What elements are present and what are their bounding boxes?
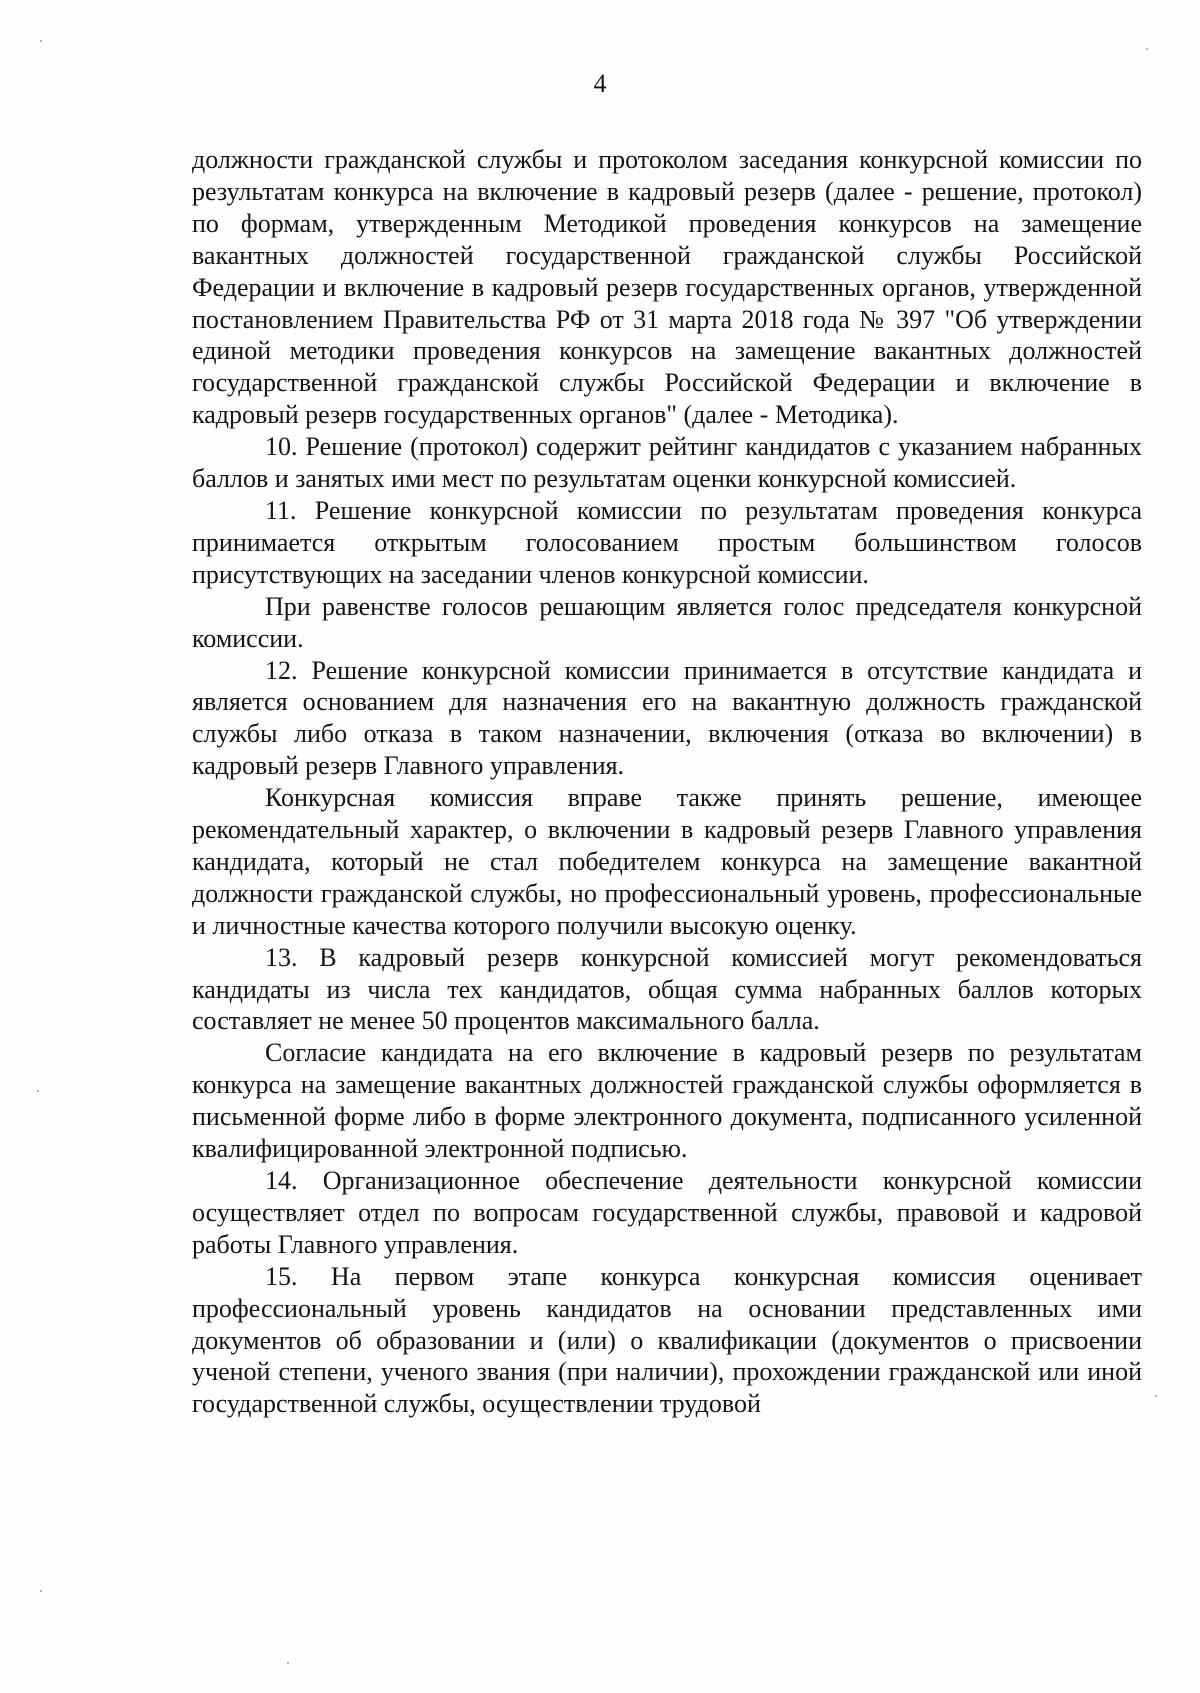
paragraph-item-13-consent: Согласие кандидата на его включение в кадровый резерв по результатам конкурса на замещение вакантных должностей гражданской службы оформляется в письменной форме либо в форме электронного документа, подписанного усиленной квалифицированной электронной подписью. (192, 1038, 1142, 1164)
scan-speck (1146, 48, 1148, 50)
paragraph-item-12-recommendation: Конкурсная комиссия вправе также принять решение, имеющее рекомендательный характер, о включении в кадровый резерв Главного управления кандидата, который не стал победителем конкурса на замещение вакантной должности гражданской службы, но профессиональный уровень, профессиональные и личностные качества которого получили высокую оценку. (192, 783, 1142, 940)
paragraph-continuation: должности гражданской службы и протоколом заседания конкурсной комиссии по результатам конкурса на включение в кадровый резерв (далее - решение, протокол) по формам, утвержденным Методикой проведения конкурсов на замещение вакантных должностей государственной гражданской службы Российской Федерации и включение в кадровый резерв государственных органов, утвержденной постановлением Правительства РФ от 31 марта 2018 года № 397 "Об утверждении единой методики проведения конкурсов на замещение вакантных должностей государственной гражданской службы Российской Федерации и включение в кадровый резерв государственных органов" (далее - Методика). (192, 145, 1142, 430)
paragraph-item-14: 14. Организационное обеспечение деятельности конкурсной комиссии осуществляет отдел по вопросам государственной службы, правовой и кадровой работы Главного управления. (192, 1166, 1142, 1259)
paragraph-item-12: 12. Решение конкурсной комиссии принимается в отсутствие кандидата и является основанием для назначения его на вакантную должность гражданской службы либо отказа в таком назначении, включения (отказа во включении) в кадровый резерв Главного управления. (192, 655, 1142, 781)
scan-speck (287, 1662, 289, 1664)
scan-speck (1155, 1395, 1157, 1397)
scan-speck (37, 1090, 39, 1092)
paragraph-item-15: 15. На первом этапе конкурса конкурсная комиссия оценивает профессиональный уровень кандидатов на основании представленных ими документов об образовании и (или) о квалификации (документов о присвоении ученой степени, ученого звания (при наличии), прохождении гражданской или иной государственной службы, осуществлении трудовой (192, 1261, 1142, 1419)
scan-speck (40, 1590, 42, 1592)
paragraph-item-13: 13. В кадровый резерв конкурсной комиссией могут рекомендоваться кандидаты из числа тех кандидатов, общая сумма набранных баллов которых составляет не менее 50 процентов максимального балла. (192, 942, 1142, 1036)
paragraph-item-10: 10. Решение (протокол) содержит рейтинг кандидатов с указанием набранных баллов и занятых ими мест по результатам оценки конкурсной комиссией. (192, 432, 1142, 494)
scan-speck (40, 40, 42, 42)
paragraph-item-11: 11. Решение конкурсной комиссии по результатам проведения конкурса принимается открытым голосованием простым большинством голосов присутствующих на заседании членов конкурсной комиссии. (192, 495, 1142, 589)
page-number: 4 (593, 69, 607, 98)
document-body (192, 144, 1142, 1420)
paragraph-item-11-tie-vote: При равенстве голосов решающим является голос председателя конкурсной комиссии. (192, 591, 1142, 653)
